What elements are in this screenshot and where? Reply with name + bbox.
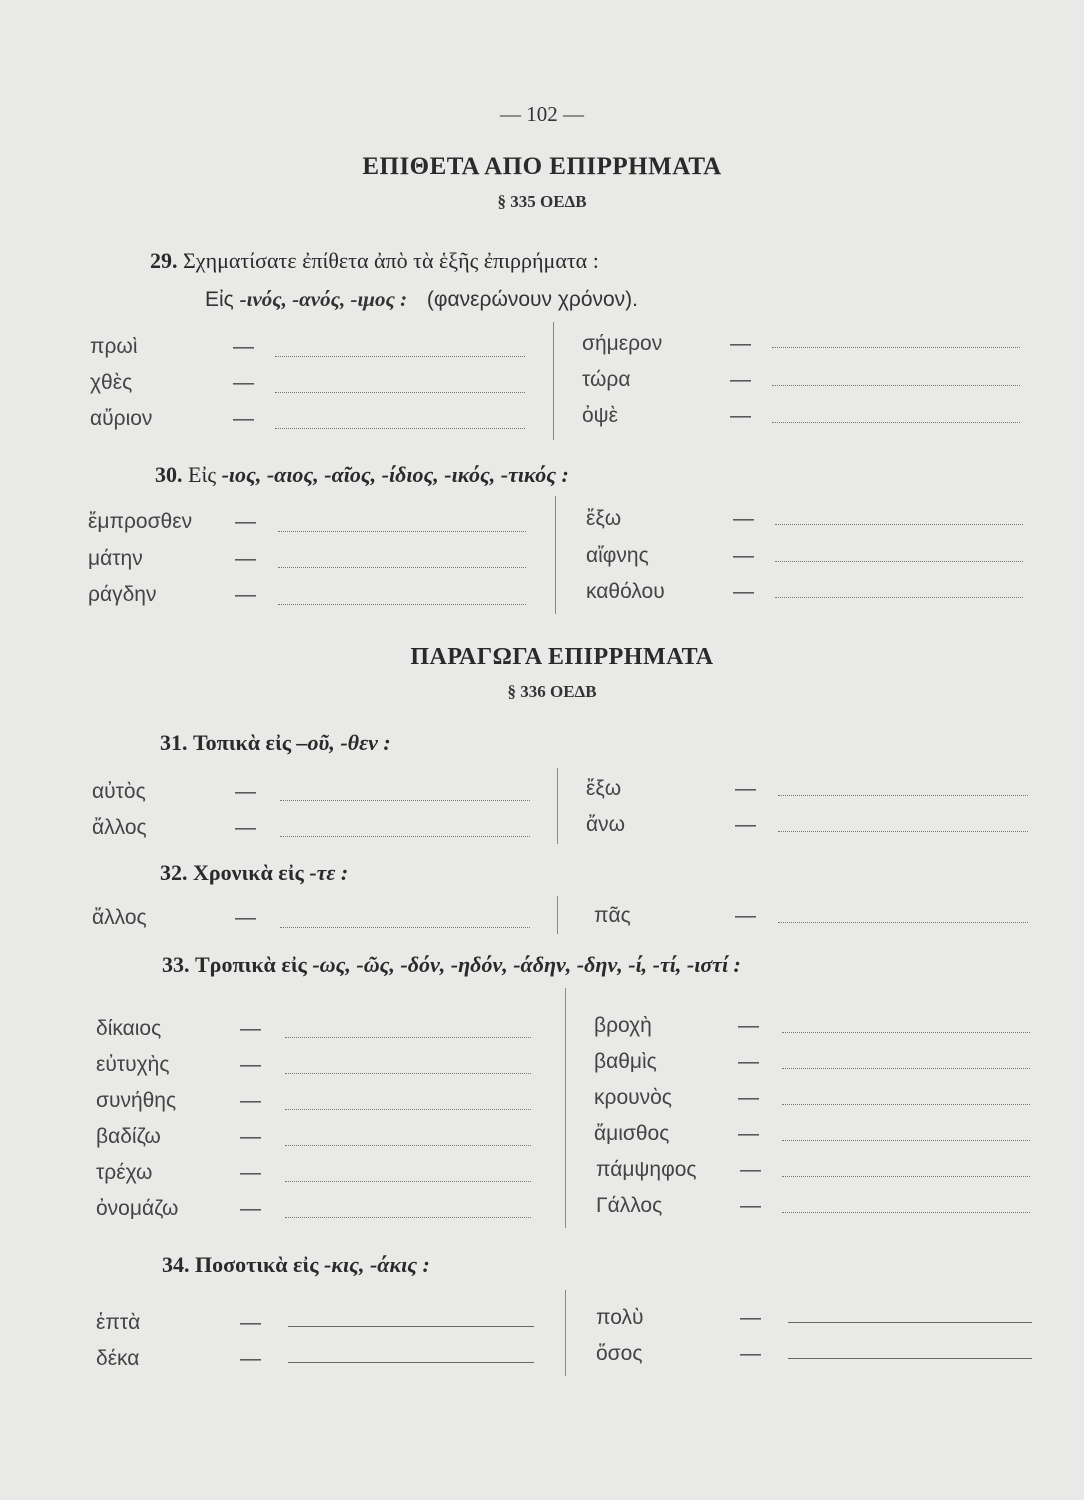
word-opse: ὀψὲ [582,404,619,427]
dash: — [738,1014,759,1037]
dash: — [240,1197,261,1220]
dash: — [240,1125,261,1148]
answer-blank[interactable] [278,604,526,605]
exercise-34-label: Ποσοτικὰ εἰς [195,1252,319,1277]
word-synithis: συνήθης [96,1089,177,1112]
exercise-29-suffixes: -ινός, -ανός, -ιμος : [239,287,408,311]
dash: — [233,407,254,430]
word-trexo: τρέχω [96,1161,153,1184]
column-divider [553,322,554,440]
answer-blank[interactable] [285,1037,531,1038]
word-allos: ἄλλος [92,816,147,839]
word-exo-2: ἔξω [586,777,622,800]
answer-blank[interactable] [782,1032,1030,1033]
dash: — [233,335,254,358]
column-divider [557,768,558,844]
exercise-33-heading [162,952,741,978]
word-epta: ἑπτὰ [96,1311,141,1334]
answer-blank[interactable] [772,347,1020,348]
word-pas: πᾶς [594,904,631,927]
answer-blank[interactable] [778,922,1028,923]
answer-blank[interactable] [278,567,526,568]
dash: — [740,1158,761,1181]
word-allos-2: ἄλλος [92,906,147,929]
answer-blank[interactable] [275,356,525,357]
exercise-32-label: Χρονικὰ εἰς [193,860,304,885]
section-ref-336: § 336 ΟΕΔΒ [507,682,597,701]
answer-blank[interactable] [285,1217,531,1218]
section-title-adjectives: ΕΠΙΘΕΤΑ ΑΠΟ ΕΠΙΡΡΗΜΑΤΑ [362,153,722,180]
word-exo: ἔξω [586,507,622,530]
exercise-34-number: 34. [162,1252,190,1277]
exercise-29-number: 29. [150,248,178,273]
word-emprosthen: ἔμπροσθεν [88,510,193,533]
exercise-32-number: 32. [160,860,188,885]
answer-blank[interactable] [782,1068,1030,1069]
dash: — [240,1089,261,1112]
answer-blank[interactable] [775,561,1023,562]
exercise-30-number: 30. [155,462,183,487]
dash: — [740,1342,761,1365]
answer-blank[interactable] [280,927,530,928]
exercise-32-suffixes: -τε : [309,860,349,885]
exercise-30-suffixes: -ιος, -αιος, -αῖος, -ίδιος, -ικός, -τικός : [221,462,569,487]
answer-blank[interactable] [782,1176,1030,1177]
word-katholou: καθόλου [586,580,665,603]
answer-blank[interactable] [778,795,1028,796]
dash: — [240,1017,261,1040]
word-amisthos: ἄμισθος [594,1122,670,1145]
word-matin: μάτην [88,547,143,570]
dash: — [740,1306,761,1329]
answer-blank[interactable] [772,385,1020,386]
page-number: — 102 — [500,102,584,126]
exercise-29-note: (φανερώνουν χρόνον). [426,288,639,311]
exercise-29-instruction: Σχηματίσατε ἐπίθετα ἀπὸ τὰ ἑξῆς ἐπιρρήματα : [183,248,599,273]
exercise-33-number: 33. [162,952,190,977]
answer-blank[interactable] [782,1140,1030,1141]
answer-blank[interactable] [775,524,1023,525]
dash: — [738,1122,759,1145]
word-eftyxis: εὐτυχὴς [96,1053,170,1076]
exercise-31-label: Τοπικὰ εἰς [193,730,292,755]
word-simeron: σήμερον [582,332,663,355]
column-divider [555,496,556,614]
dash: — [240,1347,261,1370]
exercise-31-heading [160,730,391,756]
exercise-30-heading [155,462,569,488]
section-ref-335: § 335 ΟΕΔΒ [497,192,587,211]
answer-blank[interactable] [288,1362,534,1363]
answer-blank[interactable] [285,1109,531,1110]
answer-blank[interactable] [285,1073,531,1074]
dash: — [233,371,254,394]
exercise-29-subline [205,287,638,312]
answer-blank[interactable] [782,1212,1030,1213]
dash: — [738,1086,759,1109]
word-ano: ἄνω [586,813,626,836]
dash: — [235,906,256,929]
dash: — [235,583,256,606]
word-aftos: αὐτὸς [92,780,146,803]
word-vadizo: βαδίζω [96,1125,161,1148]
dash: — [740,1194,761,1217]
column-divider [565,988,566,1228]
word-poly: πολὺ [596,1306,644,1329]
word-krounos: κρουνὸς [594,1086,672,1109]
exercise-29-prefix: Εἰς [205,288,234,311]
word-vathmis: βαθμὶς [594,1050,657,1073]
dash: — [730,404,751,427]
exercise-34-suffixes: -κις, -άκις : [324,1252,430,1277]
answer-blank[interactable] [275,392,525,393]
dash: — [235,510,256,533]
answer-blank[interactable] [772,422,1020,423]
dash: — [240,1311,261,1334]
word-tora: τώρα [582,368,631,391]
dash: — [733,507,754,530]
dash: — [735,813,756,836]
answer-blank[interactable] [775,597,1023,598]
answer-blank[interactable] [280,836,530,837]
answer-blank[interactable] [278,531,526,532]
dash: — [733,544,754,567]
exercise-31-suffixes: –οῦ, -θεν : [296,730,391,755]
word-onomazo: ὀνομάζω [96,1197,179,1220]
answer-blank[interactable] [788,1358,1032,1359]
dash: — [235,780,256,803]
column-divider [557,896,558,934]
dash: — [730,332,751,355]
word-deka: δέκα [96,1347,140,1370]
word-vrochi: βροχὴ [594,1014,652,1037]
word-avrion: αὔριον [90,407,153,430]
exercise-30-prefix: Εἰς [188,462,217,487]
dash: — [733,580,754,603]
exercise-33-label: Τροπικὰ εἰς [195,952,307,977]
answer-blank[interactable] [782,1104,1030,1105]
answer-blank[interactable] [285,1145,531,1146]
dash: — [235,816,256,839]
word-osos: ὅσος [596,1342,643,1365]
dash: — [738,1050,759,1073]
word-prwi: πρωὶ [90,335,138,358]
dash: — [730,368,751,391]
dash: — [240,1161,261,1184]
dash: — [240,1053,261,1076]
word-gallos: Γάλλος [596,1194,663,1217]
exercise-29-heading [150,248,599,274]
exercise-31-number: 31. [160,730,188,755]
word-pampsifos: πάμψηφος [596,1158,697,1181]
answer-blank[interactable] [778,831,1028,832]
word-xthes: χθὲς [90,371,133,394]
answer-blank[interactable] [288,1326,534,1327]
column-divider [565,1290,566,1376]
dash: — [235,547,256,570]
word-ragdin: ράγδην [88,583,157,606]
answer-blank[interactable] [275,428,525,429]
dash: — [735,904,756,927]
answer-blank[interactable] [280,800,530,801]
exercise-34-heading [162,1252,430,1278]
exercise-33-suffixes: -ως, -ῶς, -δόν, -ηδόν, -άδην, -δην, -ί, -τί, -ιστί : [312,952,741,977]
exercise-32-heading [160,860,348,886]
answer-blank[interactable] [788,1322,1032,1323]
word-dikaios: δίκαιος [96,1017,162,1040]
section-title-derived-adverbs: ΠΑΡΑΓΩΓΑ ΕΠΙΡΡΗΜΑΤΑ [410,644,714,670]
dash: — [735,777,756,800]
answer-blank[interactable] [285,1181,531,1182]
word-aifnis: αἴφνης [586,544,649,567]
